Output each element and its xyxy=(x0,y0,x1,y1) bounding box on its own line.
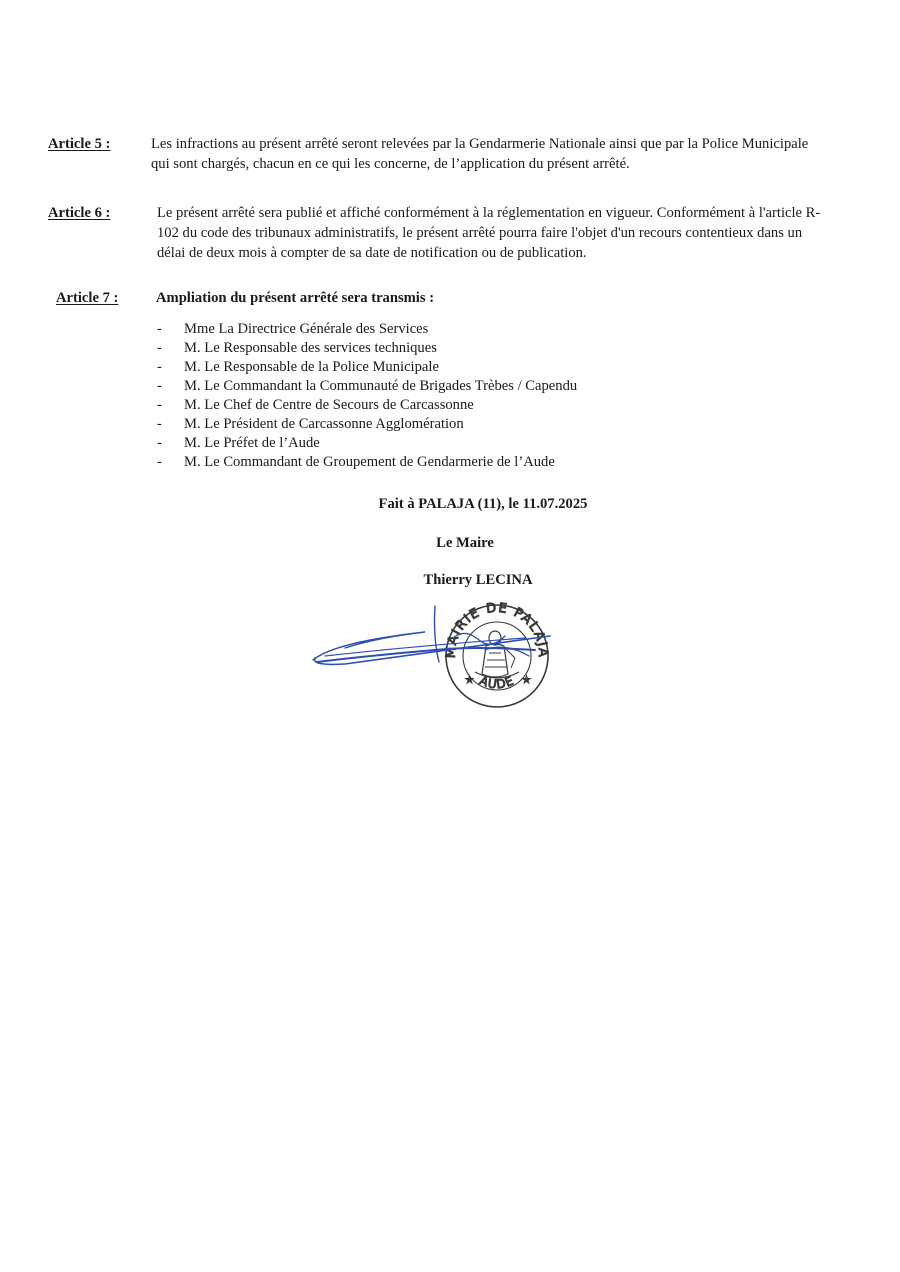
recipient-text: M. Le Responsable des services techniques xyxy=(184,340,437,356)
list-marker: - xyxy=(157,397,162,413)
recipient-text: M. Le Commandant la Communauté de Brigades Trèbes / Capendu xyxy=(184,378,578,394)
list-item xyxy=(157,339,577,358)
list-marker: - xyxy=(157,378,162,394)
mayor-name: Thierry LECINA xyxy=(423,572,533,588)
place-date: Fait à PALAJA (11), le 11.07.2025 xyxy=(378,496,588,512)
signature-and-seal xyxy=(305,598,560,710)
list-marker: - xyxy=(157,321,162,337)
list-item xyxy=(157,396,577,415)
official-seal-image xyxy=(305,598,560,710)
article-5-text: Les infractions au présent arrêté seront relevées par la Gendarmerie Nationale ainsi que par la Police Municipale qui sont chargés, chacun en ce qui les concerne, de l’application du présent arrêté. xyxy=(151,136,809,172)
list-marker: - xyxy=(157,340,162,356)
list-item xyxy=(157,453,577,472)
mayor-title: Le Maire xyxy=(436,535,494,551)
recipient-text: M. Le Chef de Centre de Secours de Carcassonne xyxy=(184,397,474,413)
svg-text:MAIRIE DE PALAJA: MAIRIE DE PALAJA xyxy=(443,600,551,659)
list-item xyxy=(157,377,577,396)
list-item xyxy=(157,320,577,339)
recipient-text: M. Le Responsable de la Police Municipale xyxy=(184,359,439,375)
list-marker: - xyxy=(157,416,162,432)
recipient-text: Mme La Directrice Générale des Services xyxy=(184,321,429,337)
list-marker: - xyxy=(157,359,162,375)
article-6-text: Le présent arrêté sera publié et affiché conformément à la réglementation en vigueur. Conformément à l'article R-102 du code des tribunaux administratifs, le présent arrêté pourra faire l'objet d'un recours contentieux dans un délai de deux mois à compter de sa date de notification ou de publication. xyxy=(157,205,821,261)
svg-text:★: ★ xyxy=(465,675,474,686)
list-item xyxy=(157,434,577,453)
recipients-list xyxy=(157,320,577,472)
list-item xyxy=(157,415,577,434)
list-marker: - xyxy=(157,454,162,470)
article-5-label: Article 5 : xyxy=(48,136,111,152)
seal-icon xyxy=(444,601,550,707)
list-marker: - xyxy=(157,435,162,451)
svg-text:★: ★ xyxy=(522,675,531,686)
recipient-text: M. Le Préfet de l’Aude xyxy=(184,435,320,451)
recipient-text: M. Le Président de Carcassonne Agglomération xyxy=(184,416,464,432)
svg-text:AUDE: AUDE xyxy=(477,673,517,692)
article-6-label: Article 6 : xyxy=(48,205,111,221)
article-7-label: Article 7 : xyxy=(56,290,119,306)
recipient-text: M. Le Commandant de Groupement de Gendarmerie de l’Aude xyxy=(184,454,555,470)
list-item xyxy=(157,358,577,377)
article-7-text: Ampliation du présent arrêté sera transmis : xyxy=(156,290,435,306)
